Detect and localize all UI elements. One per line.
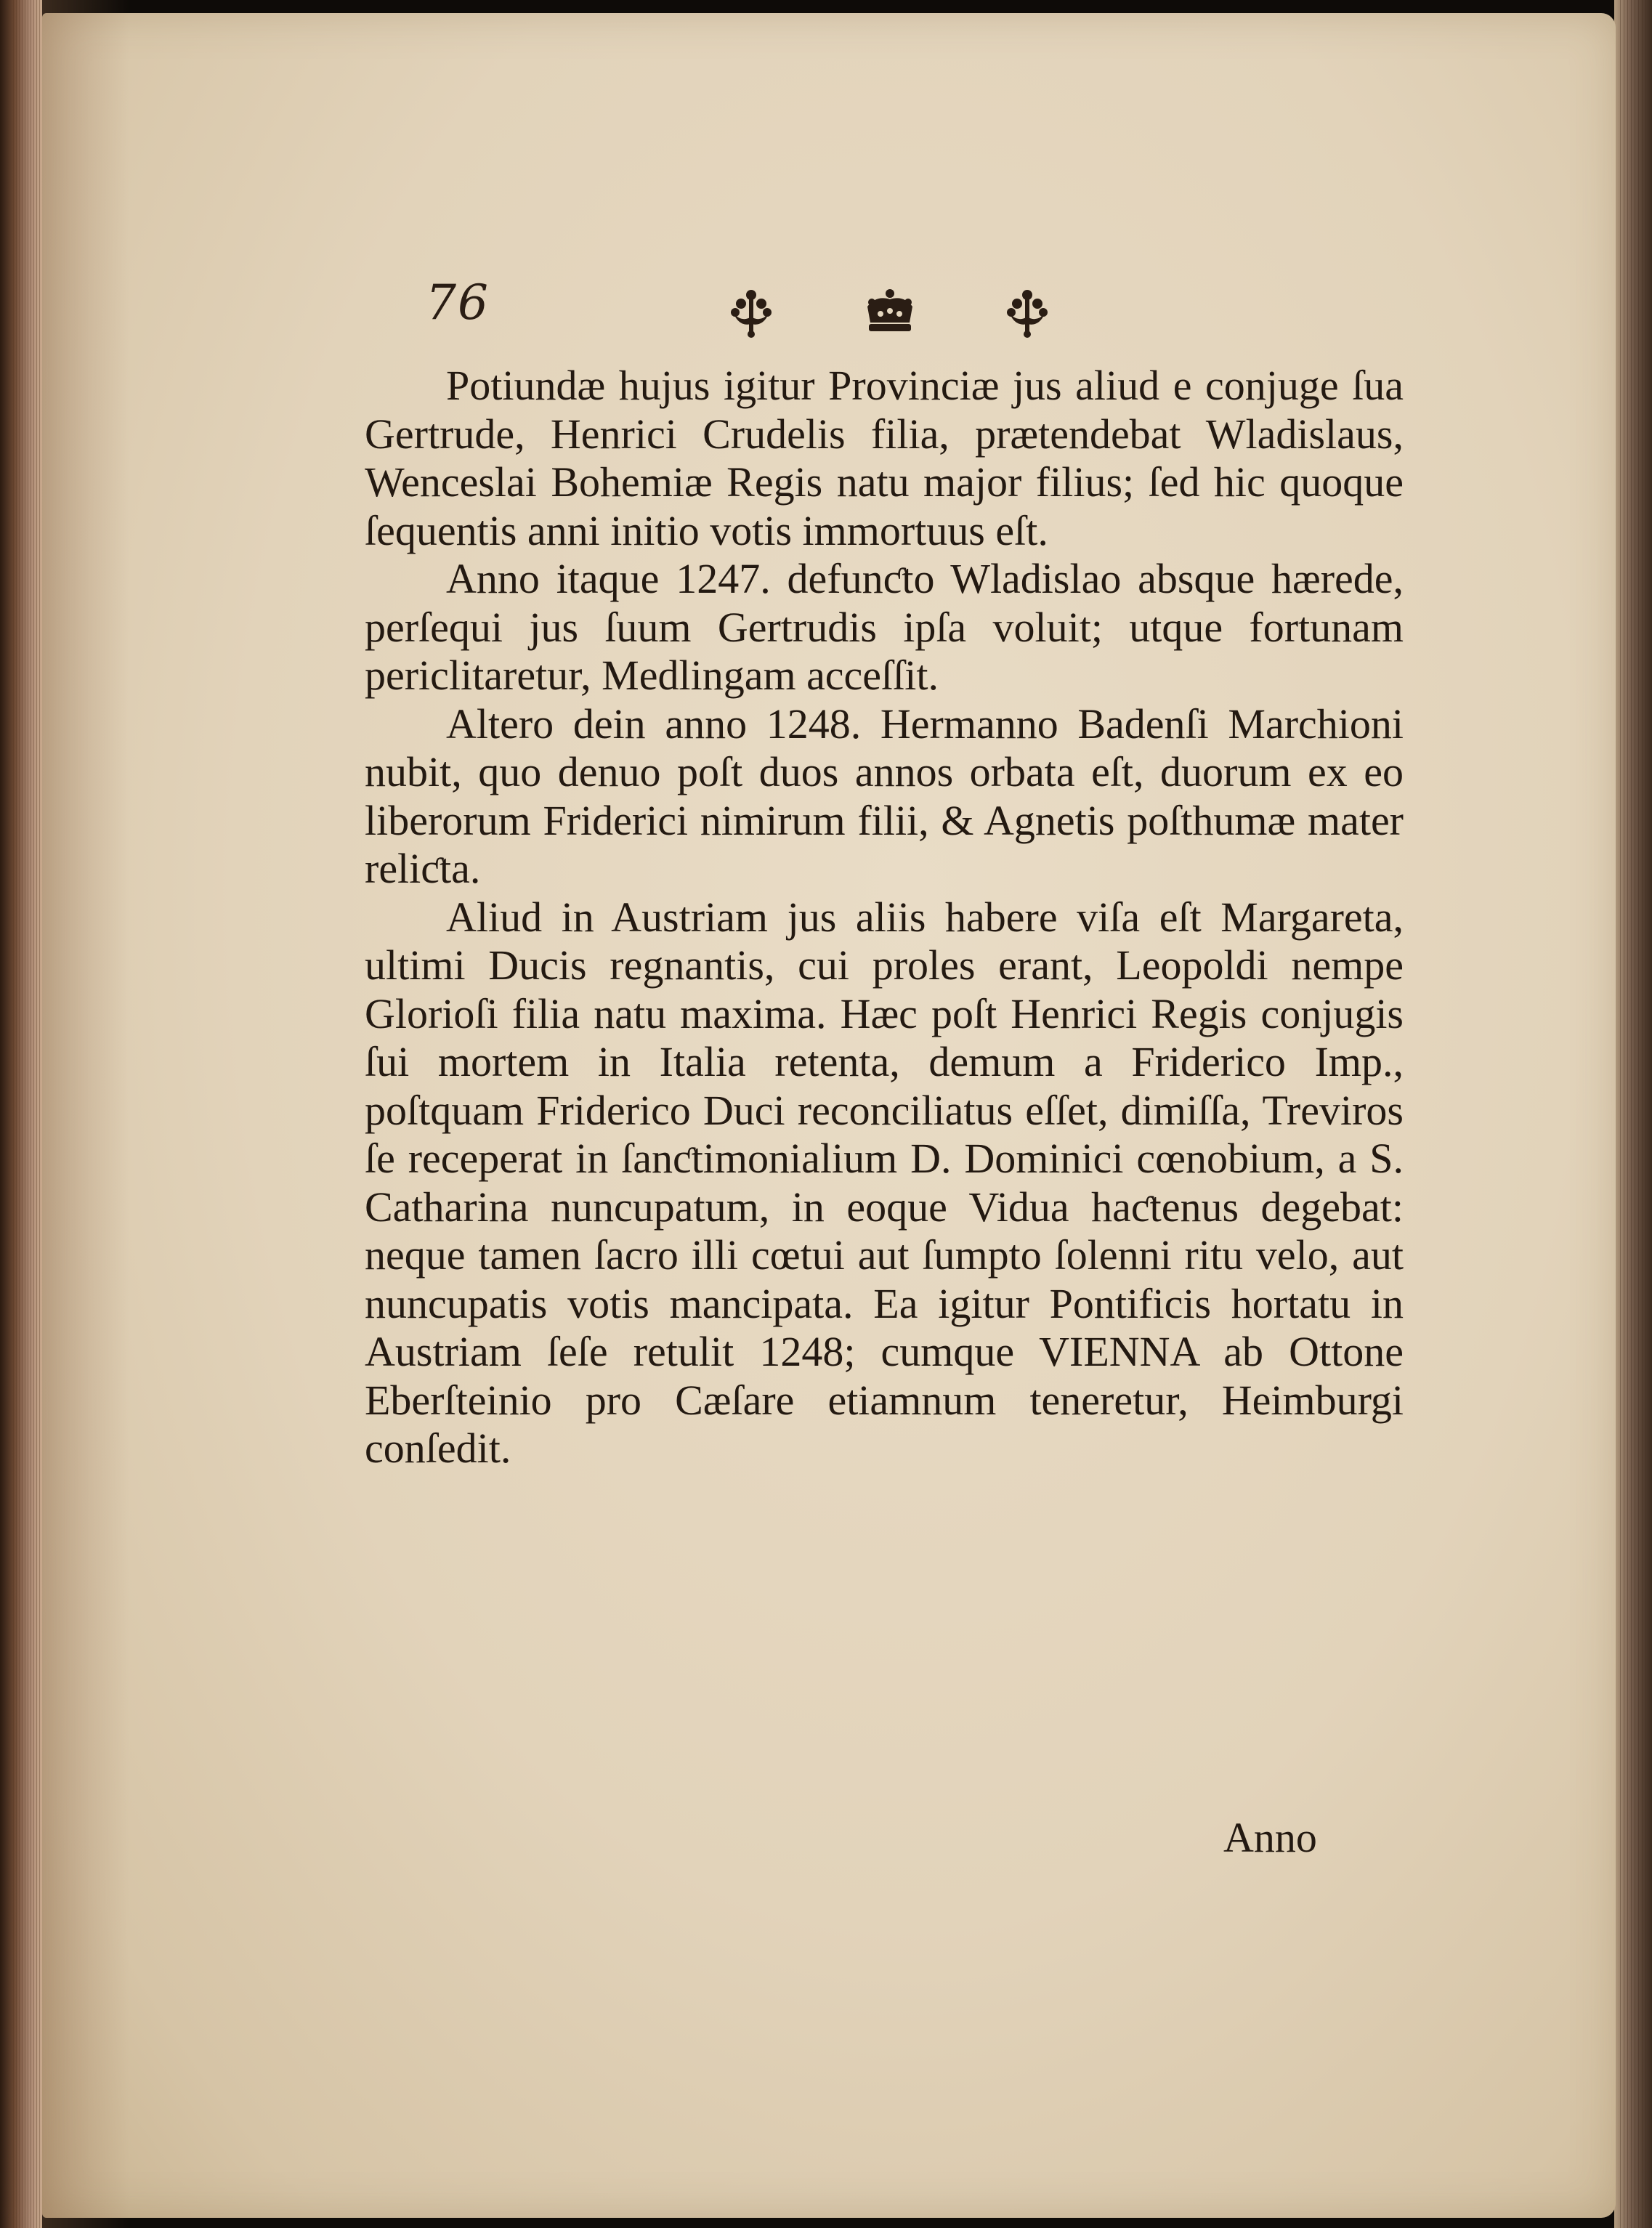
paragraph: Anno itaque 1247. defunƈto Wladislao absque hærede, perſequi jus ſuum Gertrudis ipſa voluit; utque fortunam periclitaretur, Medlingam acceſſit.	[365, 555, 1404, 699]
fleuron-icon	[726, 288, 776, 339]
gutter-shadow	[42, 0, 129, 2228]
catchword: Anno	[1223, 1814, 1317, 1861]
paragraph: Potiundæ hujus igitur Provinciæ jus aliud e conjuge ſua Gertrude, Henrici Crudelis filia, prætendebat Wladislaus, Wenceslai Bohemiæ Regis natu major filius; ſed hic quoque ſequentis anni initio votis immortuus eſt.	[365, 362, 1404, 554]
page-stack-left	[13, 0, 42, 2228]
page-stack-right	[1620, 0, 1646, 2228]
crown-icon	[862, 288, 918, 339]
paragraph: Aliud in Austriam jus aliis habere viſa eſt Margareta, ultimi Ducis regnantis, cui proles erant, Leopoldi nempe Glorioſi filia natu maxima. Hæc poſt Henrici Regis conjugis ſui mortem in Italia retenta, demum a Friderico Imp., poſtquam Friderico Duci reconciliatus eſſet, dimiſſa, Treviros ſe receperat in ſanƈtimonialium D. Dominici cœnobium, a S. Catharina nuncupatum, in eoque Vidua haƈtenus degebat: neque tamen ſacro illi cœtui aut ſumpto ſolenni ritu velo, aut nuncupatis votis mancipata. Ea igitur Pontificis hortatu in Austriam ſeſe retulit 1248; cumque VIENNA ab Ottone Eberſteinio pro Cæſare etiamnum teneretur, Heimburgi conſedit.	[365, 893, 1404, 1472]
body-text	[365, 362, 1404, 1473]
paragraph: Altero dein anno 1248. Hermanno Badenſi Marchioni nubit, quo denuo poſt duos annos orbata eſt, duorum ex eo liberorum Friderici nimirum filii, & Agnetis poſthumæ mater reliƈta.	[365, 700, 1404, 892]
running-header	[426, 275, 1443, 347]
fleuron-icon	[1003, 288, 1052, 339]
page-number: 76	[426, 275, 490, 331]
